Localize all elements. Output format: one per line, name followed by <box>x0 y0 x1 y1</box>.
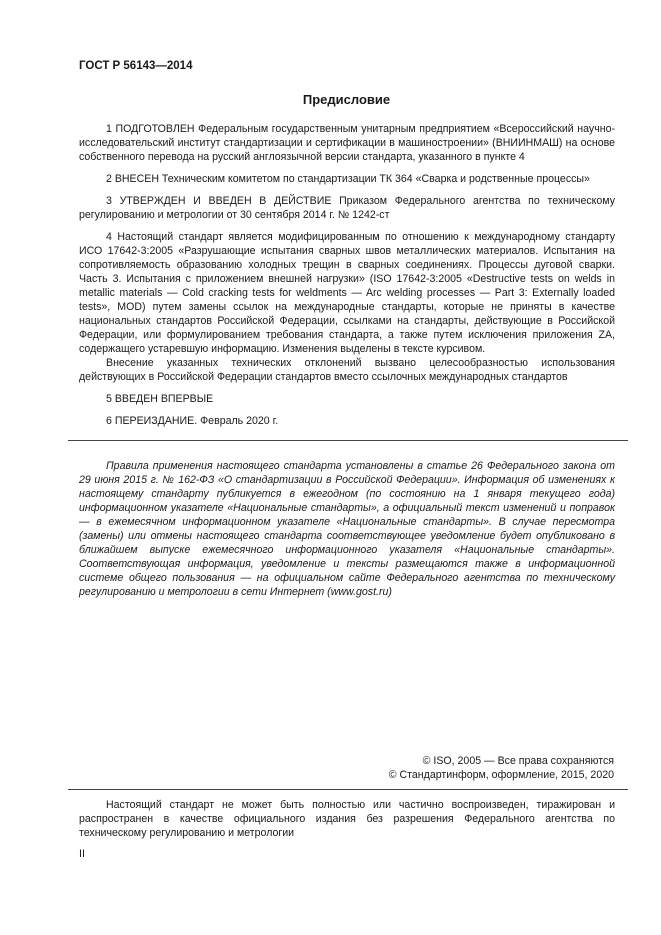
divider-bottom <box>68 789 628 790</box>
paragraph-4-note: Внесение указанных технических отклонений вызвано целесообразностью использования действующих в Российской Федерации стандартов вместо ссылочных международных стандартов <box>79 357 615 383</box>
paragraph-1: 1 ПОДГОТОВЛЕН Федеральным государственным унитарным предприятием «Всероссийский научно-исследовательский институт стандартизации и сертификации в машиностроении» (ВНИИНМАШ) на основе собственного перевода на русский англоязычной версии стандарта, указанного в пункте 4 <box>79 123 615 163</box>
paragraph-2: 2 ВНЕСЕН Техническим комитетом по стандартизации ТК 364 «Сварка и родственные процессы» <box>106 173 590 185</box>
copyright-iso: © ISO, 2005 — Все права сохраняются <box>422 755 614 767</box>
document-header: ГОСТ Р 56143—2014 <box>79 60 193 72</box>
notice-text: Правила применения настоящего стандарта установлены в статье 26 Федерального закона от 29 июня 2015 г. № 162-ФЗ «О стандартизации в Российской Федерации». Информация об изменениях к настоящему стандарту публикуется в ежегодном (по состоянию на 1 января текущего года) информационном указателе «Национальные стандарты», а официальный текст изменений и поправок — в ежемесячном информационном указателе «Национальные стандарты». В случае пересмотра (замены) или отмены настоящего стандарта соответствующее уведомление будет опубликовано в ближайшем выпуске ежемесячного информационного указателя «Национальные стандарты». Соответствующая информация, уведомление и тексты размещаются также в информационной системе общего пользования — на официальном сайте Федерального агентства по техническому регулированию и метрологии в сети Интернет (www.gost.ru) <box>79 460 615 598</box>
reproduction-text: Настоящий стандарт не может быть полностью или частично воспроизведен, тиражирован и распространен в качестве официального издания без разрешения Федерального агентства по техническому регулированию и метрологии <box>79 799 615 839</box>
copyright-standartinform: © Стандартинформ, оформление, 2015, 2020 <box>388 769 614 781</box>
reproduction-notice <box>79 798 615 840</box>
paragraph-5: 5 ВВЕДЕН ВПЕРВЫЕ <box>106 393 214 405</box>
paragraph-3: 3 УТВЕРЖДЕН И ВВЕДЕН В ДЕЙСТВИЕ Приказом Федерального агентства по техническому регулированию и метрологии от 30 сентября 2014 г. № 1242-ст <box>79 195 615 221</box>
paragraph-6: 6 ПЕРЕИЗДАНИЕ. Февраль 2020 г. <box>106 415 279 427</box>
foreword-body <box>79 122 615 428</box>
copyright-block <box>389 754 614 782</box>
paragraph-4: 4 Настоящий стандарт является модифицированным по отношению к международному стандарту ИСО 17642-3:2005 «Разрушающие испытания сварных швов металлических материалов. Испытания на сопротивляемость образованию холодных трещин в сварных соединениях. Процессы дуговой сварки. Часть 3. Испытания с приложением внешней нагрузки» (ISO 17642-3:2005 «Destructive tests on welds in metallic materials — Cold cracking tests for weldments — Arc welding processes — Part 3: Externally loaded tests», MOD) путем замены ссылок на международные стандарты, которые не приняты в качестве национальных стандартов Российской Федерации, ссылками на стандарты, действующие в Российской Федерации, или формулированием требования стандарта, а также путем исключения приложения ZA, содержащего устаревшую информацию. Изменения выделены в тексте курсивом. <box>79 231 615 355</box>
divider <box>68 440 628 441</box>
section-title: Предисловие <box>302 92 391 107</box>
application-notice <box>79 459 615 599</box>
page-number: II <box>79 848 85 860</box>
